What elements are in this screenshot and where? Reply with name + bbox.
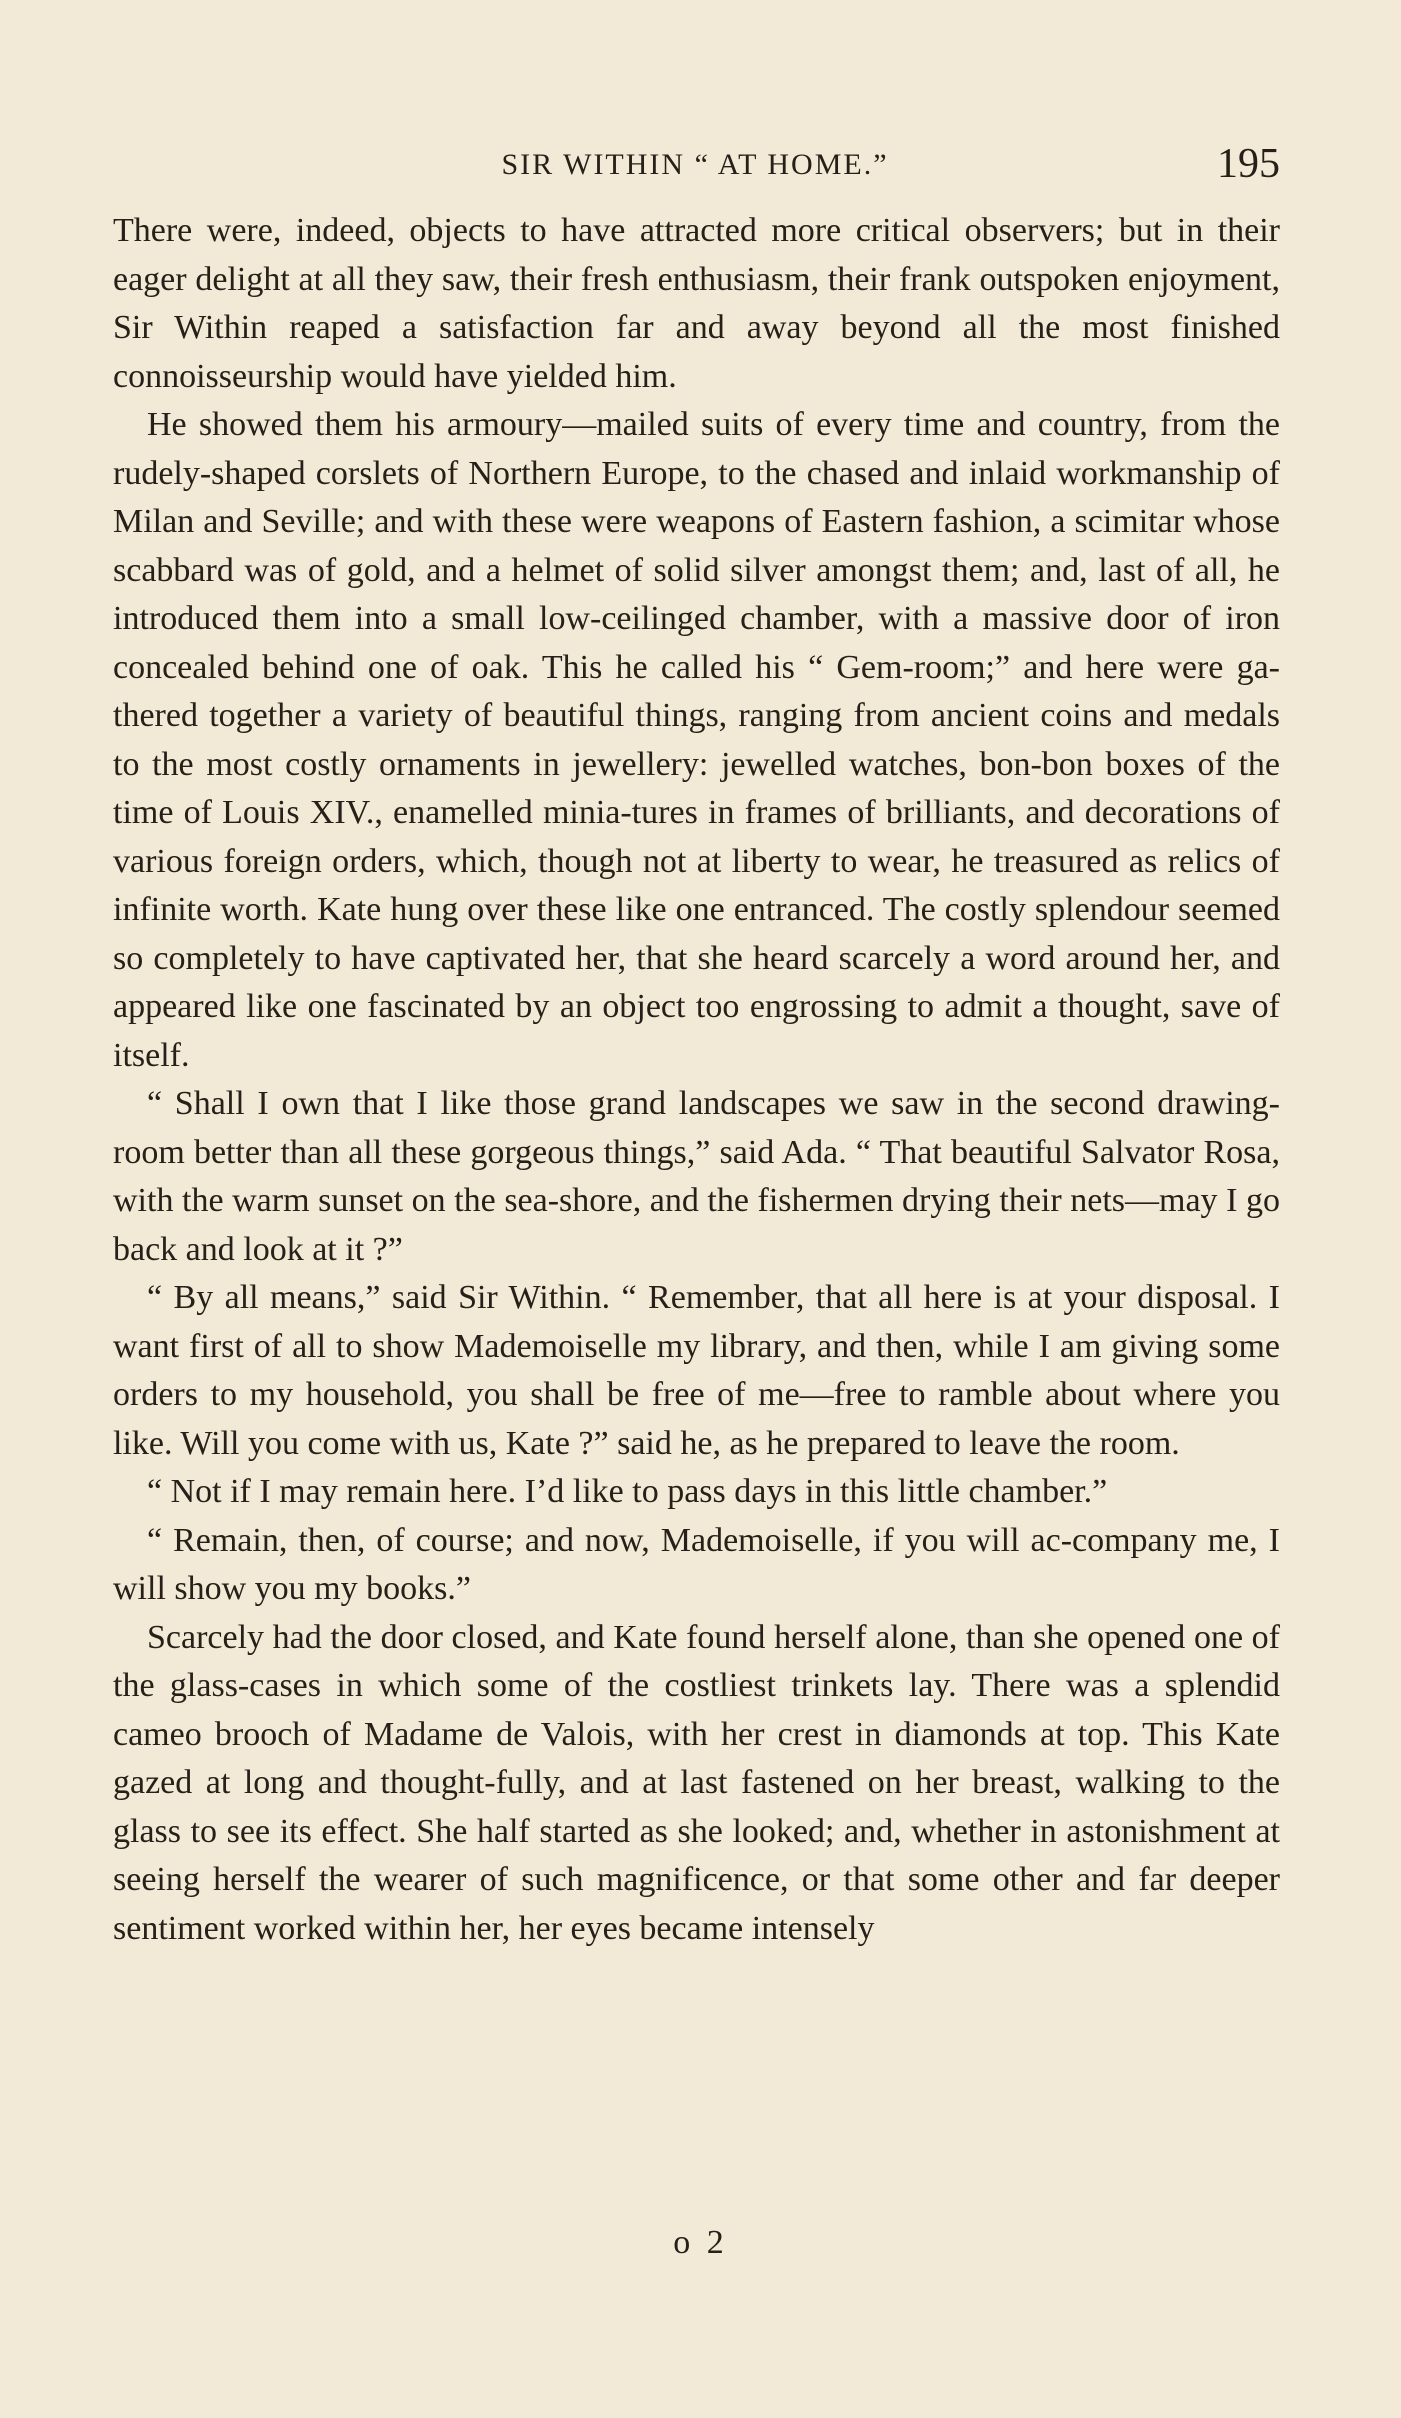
signature-mark: o 2 bbox=[673, 2224, 728, 2261]
page-number: 195 bbox=[1217, 141, 1280, 187]
body-text bbox=[113, 207, 1280, 1953]
paragraph-1: There were, indeed, objects to have attracted more critical observers; but in their eager delight at all they saw, their fresh enthusiasm, their frank outspoken enjoyment, Sir Within reaped a satisfaction far and away beyond all the most finished connoisseurship would have yielded him. bbox=[113, 212, 1280, 395]
paragraph-6: “ Remain, then, of course; and now, Mademoiselle, if you will ac-company me, I will show you my books.” bbox=[113, 1521, 1280, 1607]
paragraph-7: Scarcely had the door closed, and Kate found herself alone, than she opened one of the glass-cases in which some of the costliest trinkets lay. There was a splendid cameo brooch of Madame de Valois, with her crest in diamonds at top. This Kate gazed at long and thought-fully, and at last fastened on her breast, walking to the glass to see its effect. She half started as she looked; and, whether in astonishment at seeing herself the wearer of such magnificence, or that some other and far deeper sentiment worked within her, her eyes became intensely bbox=[113, 1618, 1280, 1947]
paragraph-4: “ By all means,” said Sir Within. “ Remember, that all here is at your disposal. I want first of all to show Mademoiselle my library, and then, while I am giving some orders to my household, you shall be free of me—free to ramble about where you like. Will you come with us, Kate ?” said he, as he prepared to leave the room. bbox=[113, 1279, 1280, 1462]
paragraph-2: He showed them his armoury—mailed suits of every time and country, from the rudely-shaped corslets of Northern Europe, to the chased and inlaid workmanship of Milan and Seville; and with these were weapons of Eastern fashion, a scimitar whose scabbard was of gold, and a helmet of solid silver amongst them; and, last of all, he introduced them into a small low-ceilinged chamber, with a massive door of iron concealed behind one of oak. This he called his “ Gem-room;” and here were ga-thered together a variety of beautiful things, ranging from ancient coins and medals to the most costly ornaments in jewellery: jewelled watches, bon-bon boxes of the time of Louis XIV., enamelled minia-tures in frames of brilliants, and decorations of various foreign orders, which, though not at liberty to wear, he treasured as relics of infinite worth. Kate hung over these like one entranced. The costly splendour seemed so completely to have captivated her, that she heard scarcely a word around her, and appeared like one fascinated by an object too engrossing to admit a thought, save of itself. bbox=[113, 406, 1280, 1074]
paragraph-5: “ Not if I may remain here. I’d like to pass days in this little chamber.” bbox=[147, 1473, 1108, 1510]
running-title: SIR WITHIN “ AT HOME.” bbox=[501, 148, 889, 181]
paragraph-3: “ Shall I own that I like those grand landscapes we saw in the second drawing-room better than all these gorgeous things,” said Ada. “ That beautiful Salvator Rosa, with the warm sunset on the sea-shore, and the fishermen drying their nets—may I go back and look at it ?” bbox=[113, 1085, 1280, 1268]
running-head bbox=[110, 140, 1280, 200]
